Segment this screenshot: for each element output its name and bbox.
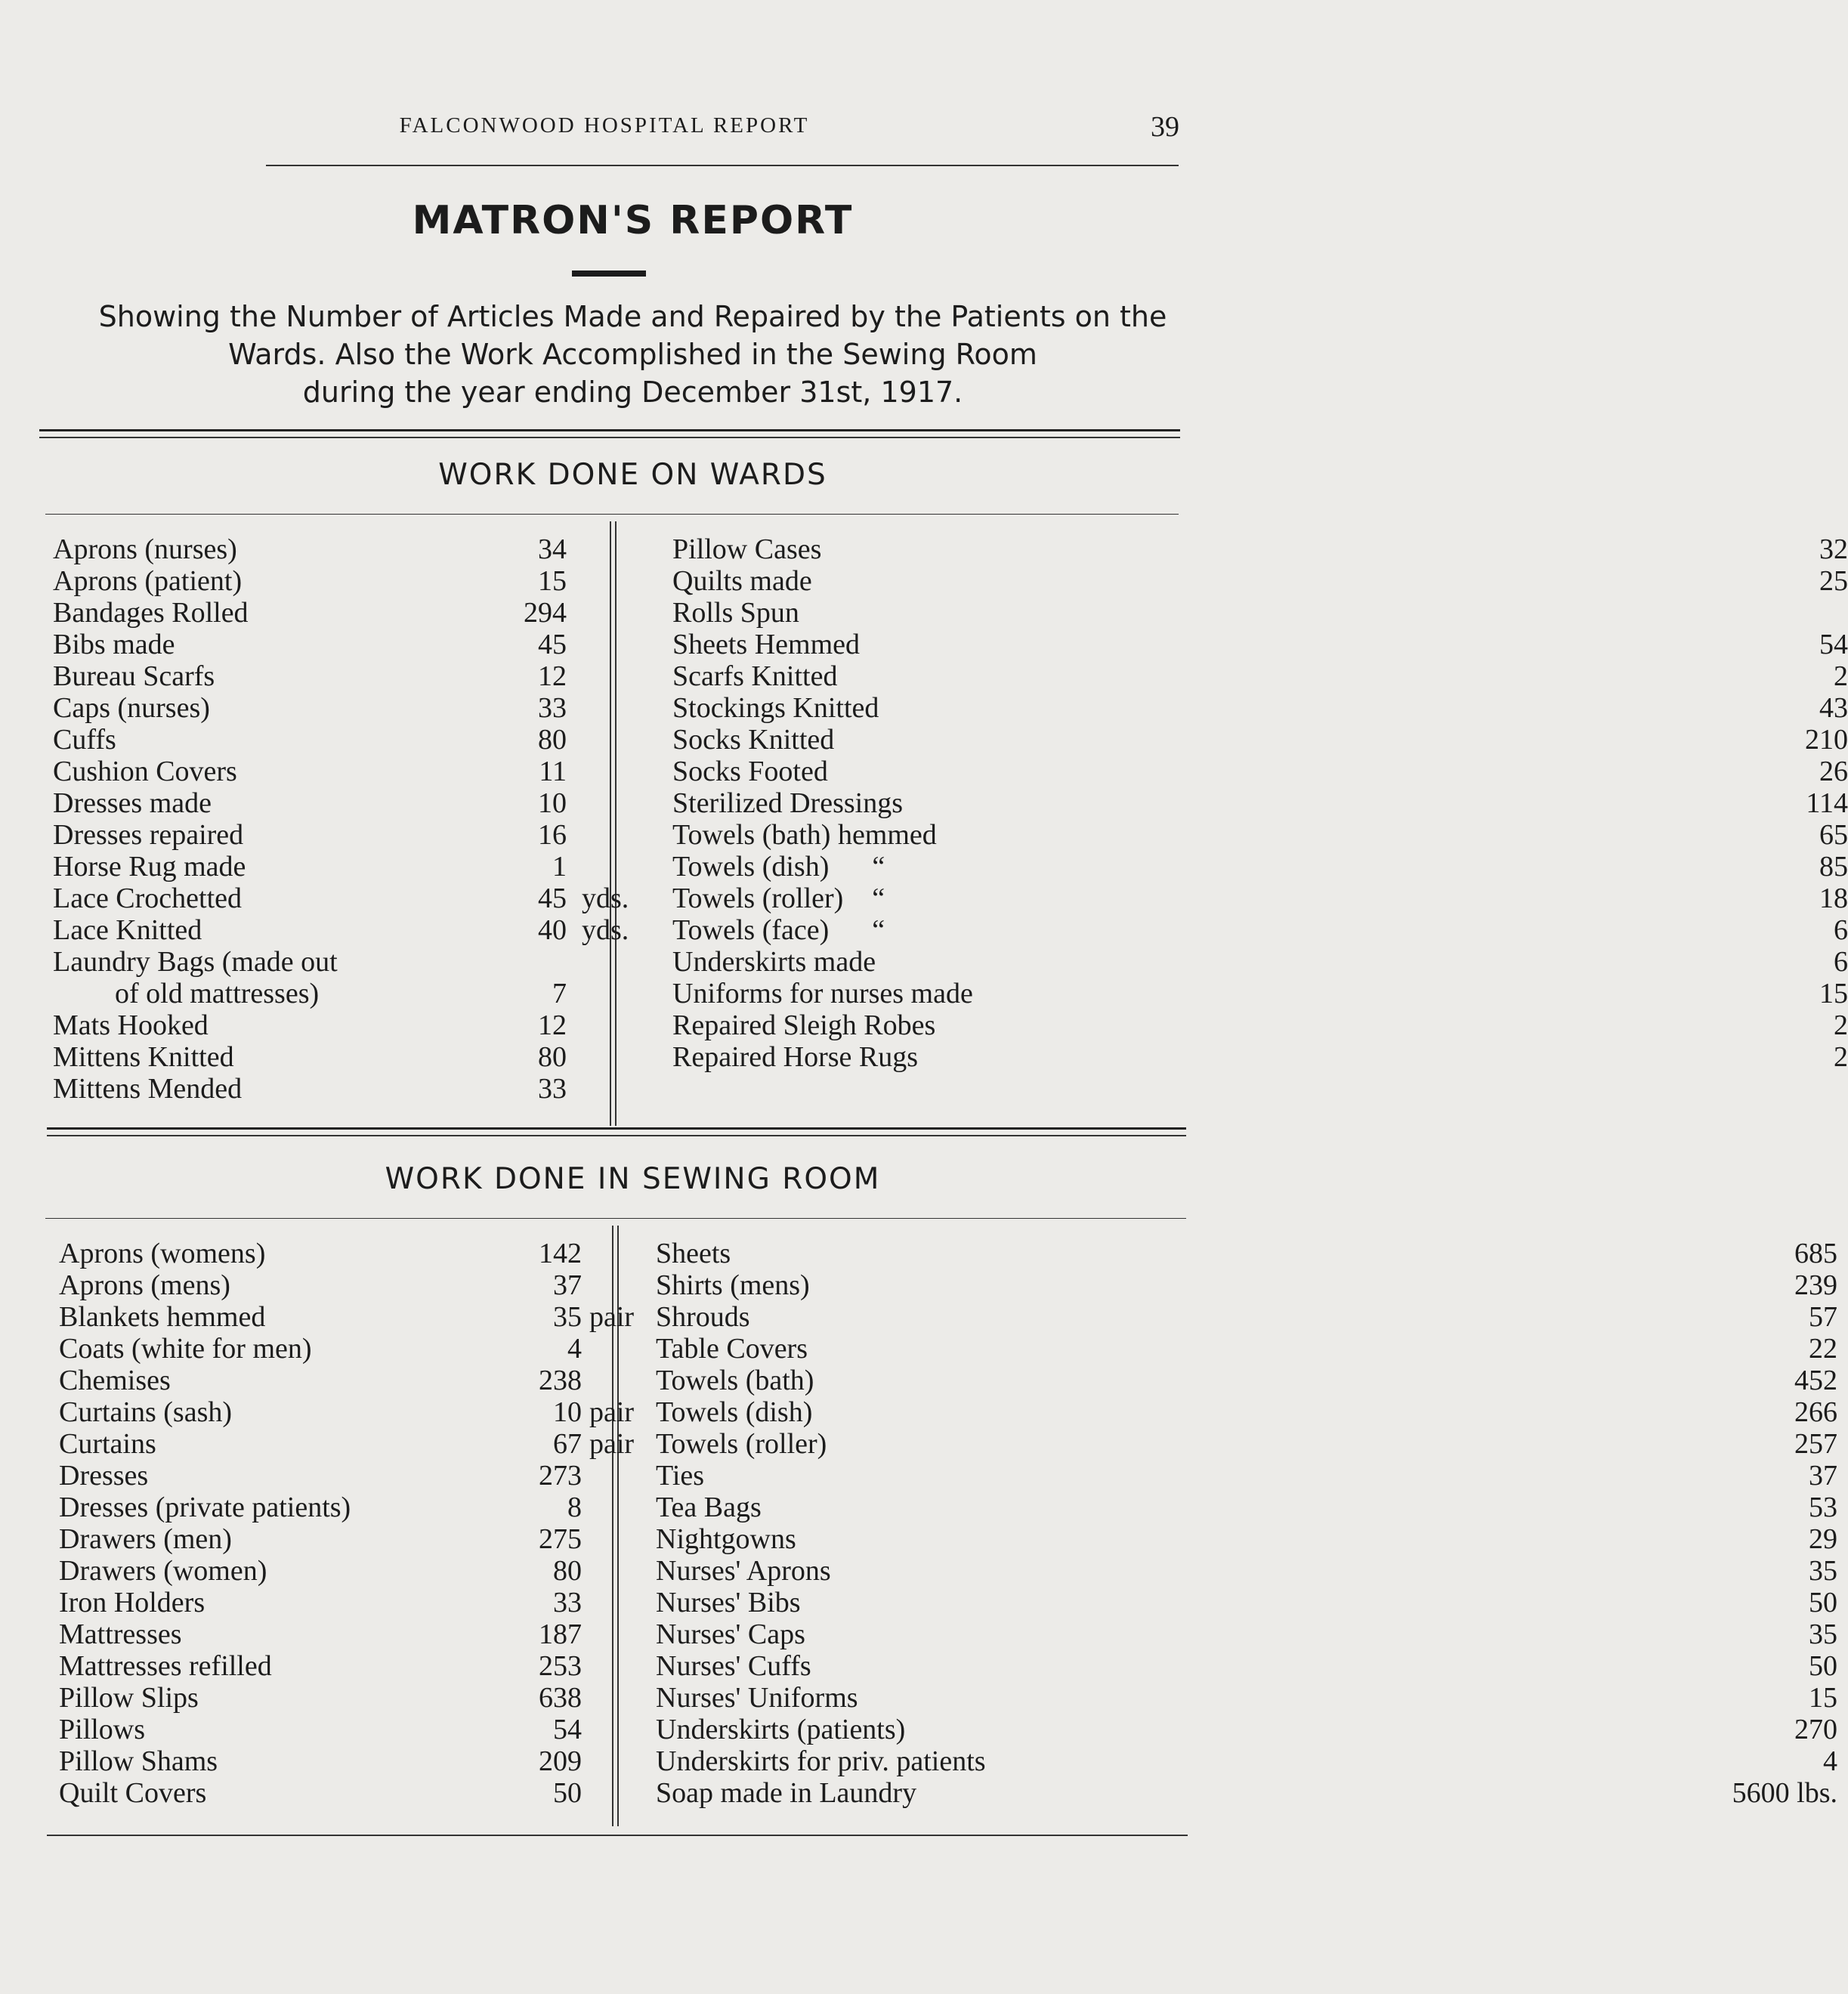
list-item (53, 692, 604, 724)
item-value: 15 (1819, 978, 1848, 1009)
item-value: 67 (553, 1428, 582, 1460)
item-label: Cuffs (53, 724, 116, 756)
item-value: 37 (553, 1269, 582, 1301)
item-value: 239 (1794, 1269, 1837, 1301)
list-item (53, 565, 604, 597)
item-label: Repaired Horse Rugs (672, 1041, 919, 1073)
subtitle-line: Wards. Also the Work Accomplished in the Sewing Room (228, 338, 1037, 371)
list-item (53, 914, 629, 946)
list-item (53, 756, 604, 787)
item-label: Dresses made (53, 787, 212, 819)
item-label: Nurses' Cuffs (656, 1650, 811, 1682)
list-item (53, 629, 604, 660)
list-item (672, 565, 1848, 597)
list-item (59, 1777, 610, 1809)
item-label: Underskirts (patients) (656, 1714, 906, 1745)
item-value: 7 (552, 978, 567, 1009)
item-value: 5600 lbs. (1732, 1777, 1837, 1809)
item-label: Mattresses (59, 1618, 182, 1650)
item-label: Coats (white for men) (59, 1333, 312, 1365)
item-label: Underskirts made (672, 946, 876, 978)
item-label: Iron Holders (59, 1587, 206, 1618)
list-item (672, 533, 1848, 565)
item-label: Tea Bags (656, 1492, 762, 1523)
item-value: 6 (1834, 914, 1848, 946)
item-value: 209 (539, 1745, 582, 1777)
list-item (656, 1460, 1837, 1492)
list-item (656, 1492, 1837, 1523)
item-value: 8 (567, 1492, 582, 1523)
item-value: 50 (1809, 1587, 1837, 1618)
section-rule (45, 514, 1179, 515)
item-label: Towels (bath) hemmed (672, 819, 937, 851)
list-item (59, 1269, 610, 1301)
list-item (656, 1396, 1837, 1428)
item-label: Shirts (mens) (656, 1269, 810, 1301)
double-rule (39, 429, 1180, 431)
item-label: Nurses' Uniforms (656, 1682, 858, 1714)
list-item (672, 629, 1848, 660)
list-item (59, 1745, 610, 1777)
item-label: Mittens Mended (53, 1073, 243, 1105)
double-rule (47, 1127, 1186, 1130)
item-value: 53 (1809, 1492, 1837, 1523)
item-label: Mats Hooked (53, 1009, 209, 1041)
item-value: 685 (1794, 1238, 1837, 1269)
list-item (672, 1009, 1848, 1041)
item-label: Rolls Spun (672, 597, 799, 629)
list-item (59, 1492, 610, 1523)
list-item (59, 1587, 610, 1618)
item-value: 10 (553, 1396, 582, 1428)
item-unit: yds. (582, 883, 629, 914)
item-value: 57 (1809, 1301, 1837, 1333)
item-value: 2 (1834, 1009, 1848, 1041)
item-unit: pair (589, 1301, 635, 1333)
list-item (59, 1555, 610, 1587)
list-item (672, 851, 1848, 883)
wards-left-list (53, 533, 629, 1105)
subtitle-line: during the year ending December 31st, 1917. (302, 376, 963, 409)
list-item (656, 1777, 1837, 1809)
item-value: 18 (1819, 883, 1848, 914)
running-head (0, 113, 1265, 144)
item-unit: pair (589, 1428, 635, 1460)
list-item (656, 1333, 1837, 1365)
item-value: 210 (1805, 724, 1848, 756)
item-value: 452 (1794, 1365, 1837, 1396)
item-value: 80 (538, 1041, 567, 1073)
item-value: 16 (538, 819, 567, 851)
list-item (656, 1523, 1837, 1555)
item-value: 35 (1809, 1618, 1837, 1650)
report-title: MATRON'S REPORT (412, 198, 854, 243)
list-item (53, 978, 604, 1009)
item-value: 33 (553, 1587, 582, 1618)
item-unit: pair (589, 1396, 635, 1428)
item-value: 187 (539, 1618, 582, 1650)
item-value: 45 (538, 883, 567, 914)
list-item (656, 1365, 1837, 1396)
item-label: Nurses' Aprons (656, 1555, 831, 1587)
item-label: Pillow Slips (59, 1682, 199, 1714)
list-item (53, 787, 604, 819)
item-label: Mattresses refilled (59, 1650, 272, 1682)
item-label: Dresses (59, 1460, 149, 1492)
list-item (53, 1073, 604, 1105)
item-label: Bandages Rolled (53, 597, 249, 629)
item-value: 45 (538, 629, 567, 660)
list-item (672, 787, 1848, 819)
list-item (59, 1428, 635, 1460)
item-value: 43 (1819, 692, 1848, 724)
item-label: Curtains (sash) (59, 1396, 233, 1428)
item-label: Caps (nurses) (53, 692, 210, 724)
item-value: 80 (553, 1555, 582, 1587)
item-value: 34 (538, 533, 567, 565)
item-label: Sheets (656, 1238, 731, 1269)
item-label: Table Covers (656, 1333, 808, 1365)
item-value: 50 (553, 1777, 582, 1809)
item-value: 10 (538, 787, 567, 819)
list-item (656, 1714, 1837, 1745)
list-item (656, 1587, 1837, 1618)
item-value: 275 (539, 1523, 582, 1555)
item-label: Towels (face) “ (672, 914, 885, 946)
item-value: 11 (539, 756, 567, 787)
list-item (53, 533, 604, 565)
item-label: Drawers (men) (59, 1523, 232, 1555)
list-item (656, 1301, 1837, 1333)
item-label: Towels (dish) “ (672, 851, 885, 883)
page-number: 39 (1151, 111, 1179, 143)
item-label: Socks Knitted (672, 724, 835, 756)
list-item (59, 1523, 610, 1555)
item-label: Sheets Hemmed (672, 629, 861, 660)
item-label: Chemises (59, 1365, 171, 1396)
item-value: 12 (538, 1009, 567, 1041)
item-value: 25 (1819, 565, 1848, 597)
list-item (672, 597, 1186, 629)
double-rule (39, 437, 1180, 438)
list-item (59, 1650, 610, 1682)
list-item (672, 978, 1848, 1009)
list-item (59, 1460, 610, 1492)
item-label: Mittens Knitted (53, 1041, 234, 1073)
footer-rule (47, 1835, 1188, 1836)
section-heading-wards: WORK DONE ON WARDS (438, 458, 827, 492)
list-item (656, 1650, 1837, 1682)
item-value: 12 (538, 660, 567, 692)
list-item (59, 1396, 635, 1428)
item-value: 4 (1823, 1745, 1837, 1777)
list-item (59, 1714, 610, 1745)
list-item (53, 819, 604, 851)
title-dash (572, 271, 646, 277)
item-value: 238 (539, 1365, 582, 1396)
item-value: 15 (1809, 1682, 1837, 1714)
list-item (53, 597, 604, 629)
item-label: Aprons (nurses) (53, 533, 237, 565)
list-item (656, 1238, 1837, 1269)
list-item (53, 946, 604, 978)
item-label: Repaired Sleigh Robes (672, 1009, 936, 1041)
item-label: Pillow Shams (59, 1745, 218, 1777)
item-label: Bibs made (53, 629, 175, 660)
list-item (656, 1682, 1837, 1714)
list-item (59, 1365, 610, 1396)
list-item (53, 883, 629, 914)
item-label: Pillows (59, 1714, 146, 1745)
list-item (59, 1333, 610, 1365)
subtitle (30, 298, 1235, 411)
item-label: Horse Rug made (53, 851, 246, 883)
item-value: 257 (1794, 1428, 1837, 1460)
column-divider (615, 521, 617, 1126)
item-value: 54 (553, 1714, 582, 1745)
list-item (656, 1555, 1837, 1587)
list-item (672, 946, 1848, 978)
item-value: 266 (1794, 1396, 1837, 1428)
item-value: 1 (552, 851, 567, 883)
wards-right-list (672, 533, 1848, 1073)
item-value: 294 (524, 597, 567, 629)
list-item (53, 1009, 604, 1041)
item-label: Shrouds (656, 1301, 750, 1333)
item-value: 85 (1819, 851, 1848, 883)
item-label: Nightgowns (656, 1523, 796, 1555)
item-value: 2 (1834, 660, 1848, 692)
item-label: Towels (bath) (656, 1365, 814, 1396)
list-item (59, 1238, 610, 1269)
item-value: 54 (1819, 629, 1848, 660)
item-label: Bureau Scarfs (53, 660, 215, 692)
item-label: Blankets hemmed (59, 1301, 266, 1333)
item-value: 33 (538, 692, 567, 724)
item-value: 26 (1819, 756, 1848, 787)
item-label: Towels (dish) (656, 1396, 813, 1428)
running-title: FALCONWOOD HOSPITAL REPORT (399, 113, 810, 138)
list-item (672, 692, 1848, 724)
header-rule (266, 165, 1179, 166)
sewing-left-list (59, 1238, 635, 1809)
item-label: Drawers (women) (59, 1555, 267, 1587)
list-item (656, 1745, 1837, 1777)
item-value: 29 (1809, 1523, 1837, 1555)
item-value: 32 (1819, 533, 1848, 565)
item-label: Dresses (private patients) (59, 1492, 351, 1523)
subtitle-line: Showing the Number of Articles Made and Repaired by the Patients on the (98, 300, 1167, 333)
item-value: 80 (538, 724, 567, 756)
list-item (53, 724, 604, 756)
item-label: Quilt Covers (59, 1777, 207, 1809)
item-label: Uniforms for nurses made (672, 978, 973, 1009)
item-label: Socks Footed (672, 756, 828, 787)
item-label: Aprons (womens) (59, 1238, 266, 1269)
item-label: Sterilized Dressings (672, 787, 904, 819)
column-divider (610, 521, 611, 1126)
item-value: 114 (1806, 787, 1848, 819)
list-item (672, 724, 1848, 756)
item-label: Stockings Knitted (672, 692, 879, 724)
item-value: 142 (539, 1238, 582, 1269)
item-unit: yds. (582, 914, 629, 946)
item-value: 33 (538, 1073, 567, 1105)
item-label: Lace Knitted (53, 914, 202, 946)
item-value: 4 (567, 1333, 582, 1365)
sewing-right-list (656, 1238, 1837, 1809)
item-label: Lace Crochetted (53, 883, 243, 914)
item-label: Quilts made (672, 565, 812, 597)
item-value: 253 (539, 1650, 582, 1682)
list-item (656, 1618, 1837, 1650)
list-item (656, 1269, 1837, 1301)
list-item (656, 1428, 1837, 1460)
list-item (672, 819, 1848, 851)
list-item (672, 660, 1848, 692)
list-item (672, 883, 1848, 914)
item-value: 65 (1819, 819, 1848, 851)
list-item (59, 1682, 610, 1714)
item-label: Underskirts for priv. patients (656, 1745, 986, 1777)
section-heading-sewing: WORK DONE IN SEWING ROOM (385, 1162, 881, 1196)
item-label: Aprons (mens) (59, 1269, 230, 1301)
item-label: Soap made in Laundry (656, 1777, 917, 1809)
list-item (59, 1618, 610, 1650)
item-label: Towels (roller) “ (672, 883, 885, 914)
item-label: Ties (656, 1460, 705, 1492)
list-item (59, 1301, 635, 1333)
item-value: 273 (539, 1460, 582, 1492)
item-label: Pillow Cases (672, 533, 822, 565)
item-label: Aprons (patient) (53, 565, 243, 597)
list-item (672, 756, 1848, 787)
item-value: 15 (538, 565, 567, 597)
item-label: of old mattresses) (115, 978, 320, 1009)
item-value: 22 (1809, 1333, 1837, 1365)
item-value: 37 (1809, 1460, 1837, 1492)
list-item (53, 851, 604, 883)
item-value: 6 (1834, 946, 1848, 978)
item-label: Laundry Bags (made out (53, 946, 338, 978)
item-value: 2 (1834, 1041, 1848, 1073)
item-value: 638 (539, 1682, 582, 1714)
list-item (672, 914, 1848, 946)
item-value: 40 (538, 914, 567, 946)
item-value: 50 (1809, 1650, 1837, 1682)
item-label: Curtains (59, 1428, 156, 1460)
item-value: 35 (553, 1301, 582, 1333)
item-label: Nurses' Bibs (656, 1587, 801, 1618)
item-label: Cushion Covers (53, 756, 237, 787)
list-item (672, 1041, 1848, 1073)
item-label: Dresses repaired (53, 819, 244, 851)
list-item (53, 660, 604, 692)
double-rule (47, 1135, 1186, 1136)
item-value: 270 (1794, 1714, 1837, 1745)
item-label: Towels (roller) (656, 1428, 827, 1460)
item-label: Scarfs Knitted (672, 660, 838, 692)
item-label: Nurses' Caps (656, 1618, 805, 1650)
section-rule (45, 1218, 1186, 1219)
item-value: 35 (1809, 1555, 1837, 1587)
list-item (53, 1041, 604, 1073)
